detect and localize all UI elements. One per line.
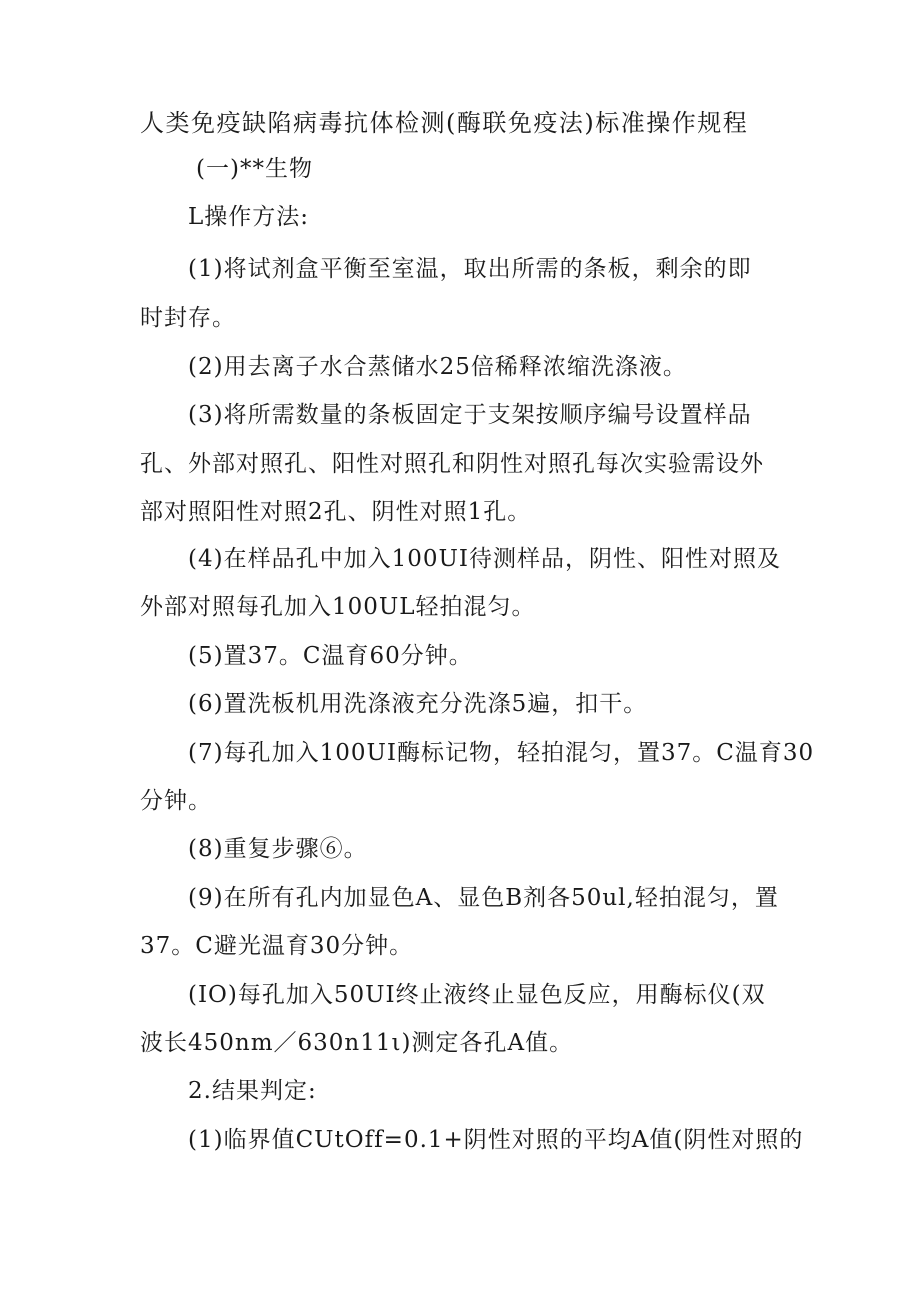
step-1-line-1: (1)将试剂盒平衡至室温，取出所需的条板，剩余的即 (188, 256, 752, 282)
step-4-line-2: 外部对照每孔加入100UL轻拍混匀。 (140, 594, 536, 620)
step-3-line-2: 孔、外部对照孔、阳性对照孔和阴性对照孔每次实验需设外 (140, 451, 764, 477)
step-6-line-1: (6)置洗板机用洗涤液充分洗涤5遍，扣干。 (188, 691, 648, 717)
step-9-line-2: 37。C避光温育30分钟。 (140, 933, 414, 959)
step-1-line-2: 时封存。 (140, 305, 236, 331)
step-2-line-1: (2)用去离子水合蒸储水25倍稀释浓缩洗涤液。 (188, 354, 687, 380)
method-heading: L操作方法: (188, 204, 310, 230)
step-3-line-1: (3)将所需数量的条板固定于支架按顺序编号设置样品 (188, 402, 752, 428)
step-3-line-3: 部对照阳性对照2孔、阴性对照1孔。 (140, 499, 532, 525)
step-10-line-2: 波长450nm／630n11ι)测定各孔A值。 (140, 1030, 574, 1056)
step-7-line-2: 分钟。 (140, 788, 212, 814)
step-8-line-1: (8)重复步骤⑥。 (188, 836, 368, 862)
step-4-line-1: (4)在样品孔中加入100UI待测样品，阴性、阳性对照及 (188, 546, 781, 572)
step-10-line-1: (IO)每孔加入50UI终止液终止显色反应，用酶标仪(双 (188, 982, 766, 1008)
result-heading: 2.结果判定: (188, 1078, 317, 1104)
section-heading: (一)**生物 (196, 156, 313, 182)
step-9-line-1: (9)在所有孔内加显色A、显色B剂各50ul,轻拍混匀，置 (188, 885, 779, 911)
step-5-line-1: (5)置37。C温育60分钟。 (188, 643, 473, 669)
document-title: 人类免疫缺陷病毒抗体检测(酶联免疫法)标准操作规程 (140, 109, 749, 137)
result-line-1: (1)临界值CUtOff=0.1+阴性对照的平均A值(阴性对照的 (188, 1127, 804, 1153)
step-7-line-1: (7)每孔加入100UI酶标记物，轻拍混匀，置37。C温育30 (188, 740, 815, 766)
